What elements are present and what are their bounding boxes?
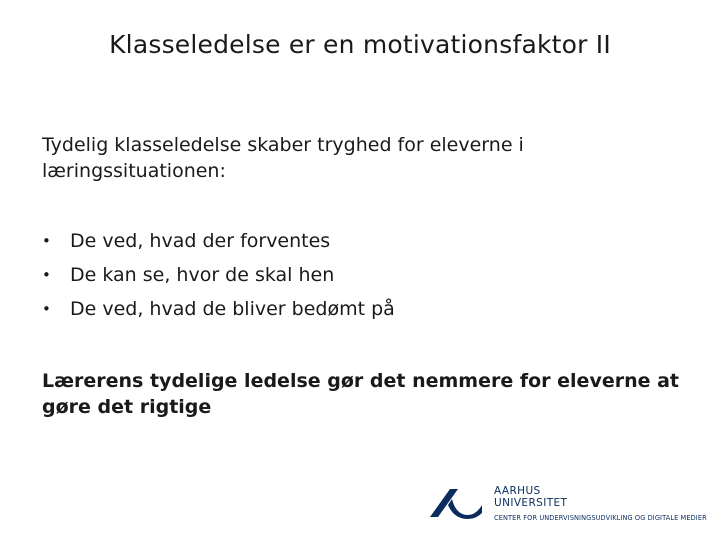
bullet-text: De ved, hvad de bliver bedømt på [70,298,395,320]
bullet-marker: • [42,232,51,250]
bullet-text: De ved, hvad der forventes [70,230,331,252]
bullet-item [42,261,395,295]
logo-name [494,485,567,509]
logo-name-line1: AARHUS [494,485,541,497]
conclusion-text: Lærerens tydelige ledelse gør det nemmere for eleverne at gøre det rigtige [42,370,680,418]
intro-text: Tydelig klasseledelse skaber tryghed for eleverne i læringssituationen: [42,134,524,182]
slide-title: Klasseledelse er en motivationsfaktor II [109,30,611,59]
bullet-marker: • [42,266,51,284]
university-logo [428,483,718,531]
bullet-item [42,227,395,261]
bullet-marker: • [42,300,51,318]
bullet-item [42,295,395,329]
bullet-text: De kan se, hvor de skal hen [70,264,335,286]
bullet-list [42,227,395,329]
logo-unit: CENTER FOR UNDERVISNINGSUDVIKLING OG DIGITALE MEDIER [494,514,707,522]
logo-name-line2: UNIVERSITET [494,497,568,509]
aarhus-logo-icon [428,485,484,519]
